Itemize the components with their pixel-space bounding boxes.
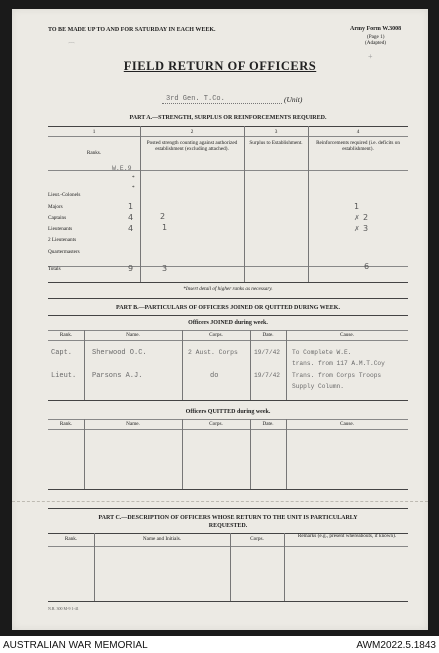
quitted-divider-1	[84, 419, 85, 489]
quitted-col-corps: Corps.	[209, 421, 223, 427]
majors-establishment: 1	[128, 202, 134, 211]
col-header-posted: Posted strength counting against authorized establishment (excluding attached).	[146, 140, 238, 153]
joined-row-2-cause-cont: Supply Column.	[292, 383, 344, 390]
quitted-heading-rule	[48, 419, 408, 420]
rank-captains: Captains	[48, 215, 67, 221]
quitted-col-name: Name.	[126, 421, 140, 427]
part-a-number-rule	[48, 136, 408, 137]
totals-reinforcements: 6	[364, 262, 370, 271]
quitted-divider-3	[250, 419, 251, 489]
col-header-reinforcements: Reinforcements required (i.e. deficits on establishment).	[316, 140, 400, 153]
joined-row-2-name: Parsons A.J.	[92, 372, 143, 380]
joined-bottom-rule	[48, 400, 408, 401]
pencil-mark-icon: ⌒	[68, 42, 75, 50]
col-number-3: 3	[274, 129, 278, 135]
lieutenants-establishment: 4	[128, 224, 134, 233]
majors-reinforcements: 1	[354, 202, 360, 211]
part-b-heading: PART B.—PARTICULARS OF OFFICERS JOINED OR QUITTED DURING WEEK.	[116, 305, 340, 311]
part-c-bottom-rule	[48, 601, 408, 602]
part-c-col-rank: Rank.	[64, 536, 78, 542]
quitted-bottom-rule	[48, 489, 408, 490]
joined-row-2-date: 19/7/42	[254, 372, 280, 379]
joined-col-name: Name.	[126, 332, 140, 338]
col-header-ranks: Ranks.	[86, 150, 102, 156]
part-a-col-divider-3	[308, 126, 309, 282]
col-header-surplus: Surplus to Establishment.	[249, 140, 303, 146]
joined-heading: Officers JOINED during week.	[188, 320, 268, 326]
print-reference: N.R. 300 M-9 1-41	[48, 606, 79, 611]
joined-row-1-date: 19/7/42	[254, 349, 280, 356]
asterisk-mark-1: *	[132, 175, 135, 181]
part-c-divider-1	[94, 533, 95, 601]
captains-establishment: 4	[128, 213, 134, 222]
part-c-heading-line-1: PART C.—DESCRIPTION OF OFFICERS WHOSE RETURN TO THE UNIT IS PARTICULARLY	[98, 515, 358, 521]
part-c-col-remarks: Remarks (e.g., present whereabouts, if known).	[297, 533, 397, 539]
pencil-cross-icon: +	[368, 52, 373, 61]
lieutenants-posted: 1	[162, 223, 168, 232]
col-number-1: 1	[92, 129, 96, 135]
rank-majors: Majors	[48, 204, 63, 210]
form-number: Army Form W.3008	[350, 26, 402, 32]
part-c-divider-3	[284, 533, 285, 601]
asterisk-mark-2: *	[132, 185, 135, 191]
unit-dotted-line	[162, 103, 282, 104]
quitted-divider-4	[286, 419, 287, 489]
joined-col-date: Date.	[262, 332, 274, 338]
footer-institution: AUSTRALIAN WAR MEMORIAL	[3, 640, 148, 651]
rank-note: W.E.9	[112, 165, 132, 172]
captains-posted: 2	[160, 212, 166, 221]
quitted-columns-rule	[48, 429, 408, 430]
joined-divider-4	[286, 330, 287, 400]
joined-row-1-cause-cont: trans. from 117 A.M.T.Coy	[292, 360, 385, 367]
part-a-footnote: *Insert detail of higher ranks as necessary.	[183, 286, 273, 292]
joined-row-2-corps: do	[210, 372, 219, 380]
form-title: FIELD RETURN OF OFFICERS	[123, 59, 317, 73]
joined-divider-3	[250, 330, 251, 400]
part-c-heading	[48, 514, 408, 530]
joined-row-1-name: Sherwood O.C.	[92, 349, 147, 357]
quitted-heading: Officers QUITTED during week.	[185, 409, 271, 415]
joined-row-1-rank: Capt.	[51, 349, 73, 357]
archive-footer	[0, 636, 439, 653]
captains-struck-mark: ✗	[354, 214, 360, 222]
part-a-header-rule	[48, 170, 408, 171]
rank-2-lieutenants: 2 Lieutenants	[48, 237, 77, 243]
part-a-bottom-rule	[48, 282, 408, 283]
part-b-top-rule	[48, 298, 408, 299]
part-a-heading: PART A.—STRENGTH, SURPLUS OR REINFORCEMENTS REQUIRED.	[129, 115, 327, 121]
form-adapted: (Adapted)	[365, 40, 387, 46]
fold-line	[12, 501, 428, 502]
totals-establishment: 9	[128, 264, 134, 273]
form-sheet	[12, 9, 428, 630]
part-c-col-name: Name and Initials.	[142, 536, 182, 542]
part-a-col-divider-1	[140, 126, 141, 282]
part-c-col-corps: Corps.	[250, 536, 264, 542]
joined-col-cause: Cause.	[340, 332, 354, 338]
totals-posted: 3	[162, 264, 168, 273]
joined-row-1-corps: 2 Aust. Corps	[188, 349, 238, 356]
part-a-totals-rule	[48, 266, 408, 267]
footer-accession-number: AWM2022.5.1843	[356, 640, 436, 651]
joined-divider-1	[84, 330, 85, 400]
joined-row-2-rank: Lieut.	[51, 372, 77, 380]
joined-col-corps: Corps.	[209, 332, 223, 338]
col-number-2: 2	[190, 129, 194, 135]
joined-heading-rule	[48, 330, 408, 331]
captains-reinforcements: 2	[363, 213, 369, 222]
part-b-heading-rule	[48, 315, 408, 316]
part-c-heading-line-2: REQUESTED.	[208, 523, 248, 529]
quitted-col-date: Date.	[262, 421, 274, 427]
part-c-top-rule	[48, 508, 408, 509]
joined-columns-rule	[48, 340, 408, 341]
part-c-columns-rule	[48, 546, 408, 547]
part-a-top-rule	[48, 126, 408, 127]
joined-row-1-cause: To Complete W.E.	[292, 349, 352, 356]
quitted-divider-2	[182, 419, 183, 489]
instruction-line: TO BE MADE UP TO AND FOR SATURDAY IN EACH WEEK.	[48, 27, 216, 33]
form-page: (Page 1)	[367, 34, 385, 40]
unit-value: 3rd Gen. T.Co.	[166, 95, 225, 103]
totals-label: Totals	[48, 266, 61, 272]
quitted-col-rank: Rank.	[59, 421, 73, 427]
part-a-col-divider-2	[244, 126, 245, 282]
quitted-col-cause: Cause.	[340, 421, 354, 427]
rank-lieut-colonels: Lieut.-Colonels	[48, 192, 81, 198]
lieutenants-struck-mark: ✗	[354, 225, 360, 233]
joined-divider-2	[182, 330, 183, 400]
part-c-divider-2	[230, 533, 231, 601]
unit-label: (Unit)	[284, 95, 303, 104]
joined-row-2-cause: Trans. from Corps Troops	[292, 372, 382, 379]
rank-lieutenants: Lieutenants	[48, 226, 73, 232]
col-number-4: 4	[356, 129, 360, 135]
joined-col-rank: Rank.	[59, 332, 73, 338]
lieutenants-reinforcements: 3	[363, 224, 369, 233]
rank-quartermasters: Quartermasters	[48, 249, 80, 255]
